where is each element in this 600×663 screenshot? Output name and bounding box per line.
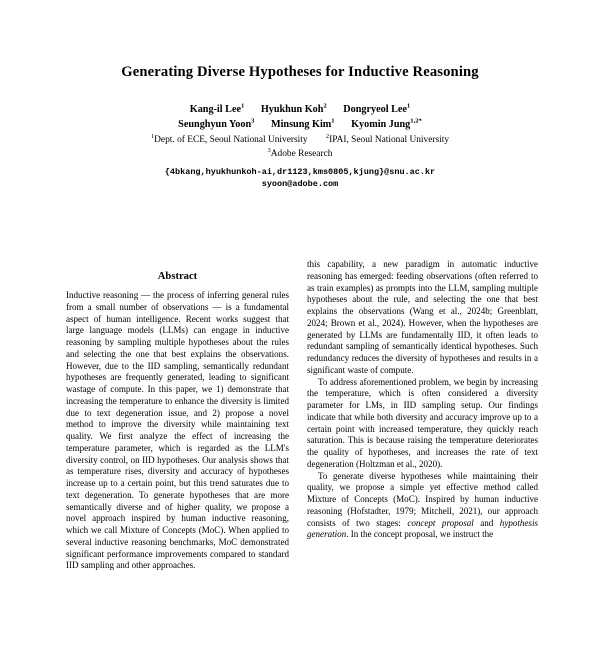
author-affiliation-marker: 1,2* [410, 117, 422, 125]
author-name: Dongryeol Lee [343, 104, 407, 116]
left-column [62, 259, 293, 663]
affiliation-row-1 [0, 134, 600, 147]
moc-text-after: . In the concept proposal, we instruct the [346, 529, 494, 540]
moc-text-between: and [473, 517, 500, 528]
author-name: Minsung Kim [270, 119, 332, 131]
intro-paragraph-continued: this capability, a new paradigm in automatic inductive reasoning has emerged: feeding observations (often referred to as train examples) as prompts into the LLM, sampling multiple hypotheses about the rule, and selecting the one that best explains the observations (Wang et al., 2024b; Greenblatt, 2024; Brown et al., 2024). However, when the hypotheses are generated by LLMs are fundamentally IID, it often leads to redundant sampling of semantically identical hypotheses. Such redundancy reduces the diversity of hypotheses and results in a significant waste of compute. [307, 259, 538, 375]
author-name: Kyomin Jung [351, 119, 411, 131]
author-entry [271, 119, 335, 130]
email-line-primary[interactable]: {4bkang,hyukhunkoh-ai,dr1123,kms0805,kjung}@snu.ac.kr [164, 167, 436, 178]
right-column [307, 259, 538, 663]
author-affiliation-marker: 1 [406, 102, 411, 110]
author-entry [261, 104, 327, 115]
intro-paragraph-moc [307, 471, 538, 542]
hypothesis-generation-italic: hypothesis generation [307, 517, 538, 540]
affiliation-block [0, 134, 600, 161]
paper-page [0, 63, 600, 663]
author-affiliation-marker: 1 [240, 102, 245, 110]
affiliation-row-2 [0, 148, 600, 161]
author-block [0, 102, 600, 191]
affiliation-name: Dept. of ECE, Seoul National University [154, 135, 308, 146]
affiliation-marker: 2 [325, 133, 330, 141]
author-entry [178, 119, 254, 130]
author-name: Hyukhun Koh [260, 104, 324, 116]
author-affiliation-marker: 1 [331, 117, 335, 125]
abstract-heading: Abstract [157, 271, 198, 282]
affiliation-entry [151, 135, 308, 145]
author-affiliation-marker: 2 [323, 102, 327, 110]
email-block [0, 166, 600, 191]
affiliation-name: IPAI, Seoul National University [329, 135, 450, 146]
author-entry [343, 104, 410, 115]
author-affiliation-marker: 3 [251, 117, 255, 125]
affiliation-name: Adobe Research [270, 148, 333, 159]
author-name: Kang-il Lee [189, 104, 241, 116]
moc-text-before: To generate diverse hypotheses while maintaining their quality, we propose a simple yet effective method called Mixture of Concepts (MoC). Inspired by human inductive reasoning (Hofstadter, 1979; Mitchell, 2021), our approach consists of two stages: [307, 470, 538, 528]
author-entry [190, 104, 245, 115]
author-name: Seunghyun Yoon [178, 119, 252, 131]
affiliation-entry [267, 146, 333, 159]
author-row-2 [0, 117, 600, 132]
affiliation-entry [326, 135, 449, 145]
abstract-paragraph: Inductive reasoning — the process of inferring general rules from a small number of observations — is a fundamental aspect of human intelligence. Recent works suggest that large language models (LLMs) can engage in inductive reasoning by sampling multiple hypotheses about the rules and selecting the one that best explains the observations. However, due to the IID sampling, semantically redundant hypotheses are frequently generated, leading to significant wastage of compute. In this paper, we 1) demonstrate that increasing the temperature to enhance the diversity is limited due to text degeneration issue, and 2) propose a novel method to improve the diversity while maintaining text quality. We first analyze the effect of increasing the temperature parameter, which is regarded as the LLM's diversity control, on IID hypotheses. Our analysis shows that as temperature rises, diversity and accuracy of hypotheses increase up to a certain point, but this trend saturates due to text degeneration. To generate hypotheses that are more semantically diverse and of higher quality, we propose a novel approach inspired by human inductive reasoning, which we call Mixture of Concepts (MoC). When applied to several inductive reasoning benchmarks, MoC demonstrated significant performance improvements compared to standard IID sampling and other approaches. [66, 290, 289, 571]
abstract-body [62, 290, 293, 572]
intro-paragraph-temperature: To address aforementioned problem, we begin by increasing the temperature, which is often considered a diversity parameter for LMs, in IID sampling setup. Our findings indicate that while both diversity and accuracy improve up to a certain point with increased temperature, they quickly reach saturation. This is because raising the temperature deteriorates the quality of hypotheses, and increases the rate of text degeneration (Holtzman et al., 2020). [307, 376, 538, 469]
affiliation-marker: 1 [150, 133, 155, 141]
two-column-body [0, 259, 600, 663]
email-line-secondary[interactable]: syoon@adobe.com [261, 179, 339, 190]
concept-proposal-italic: concept proposal [407, 517, 474, 528]
affiliation-marker: 3 [267, 146, 271, 154]
author-row-1 [0, 102, 600, 117]
page-title: Generating Diverse Hypotheses for Inductive Reasoning [121, 64, 479, 80]
author-entry [351, 119, 422, 130]
